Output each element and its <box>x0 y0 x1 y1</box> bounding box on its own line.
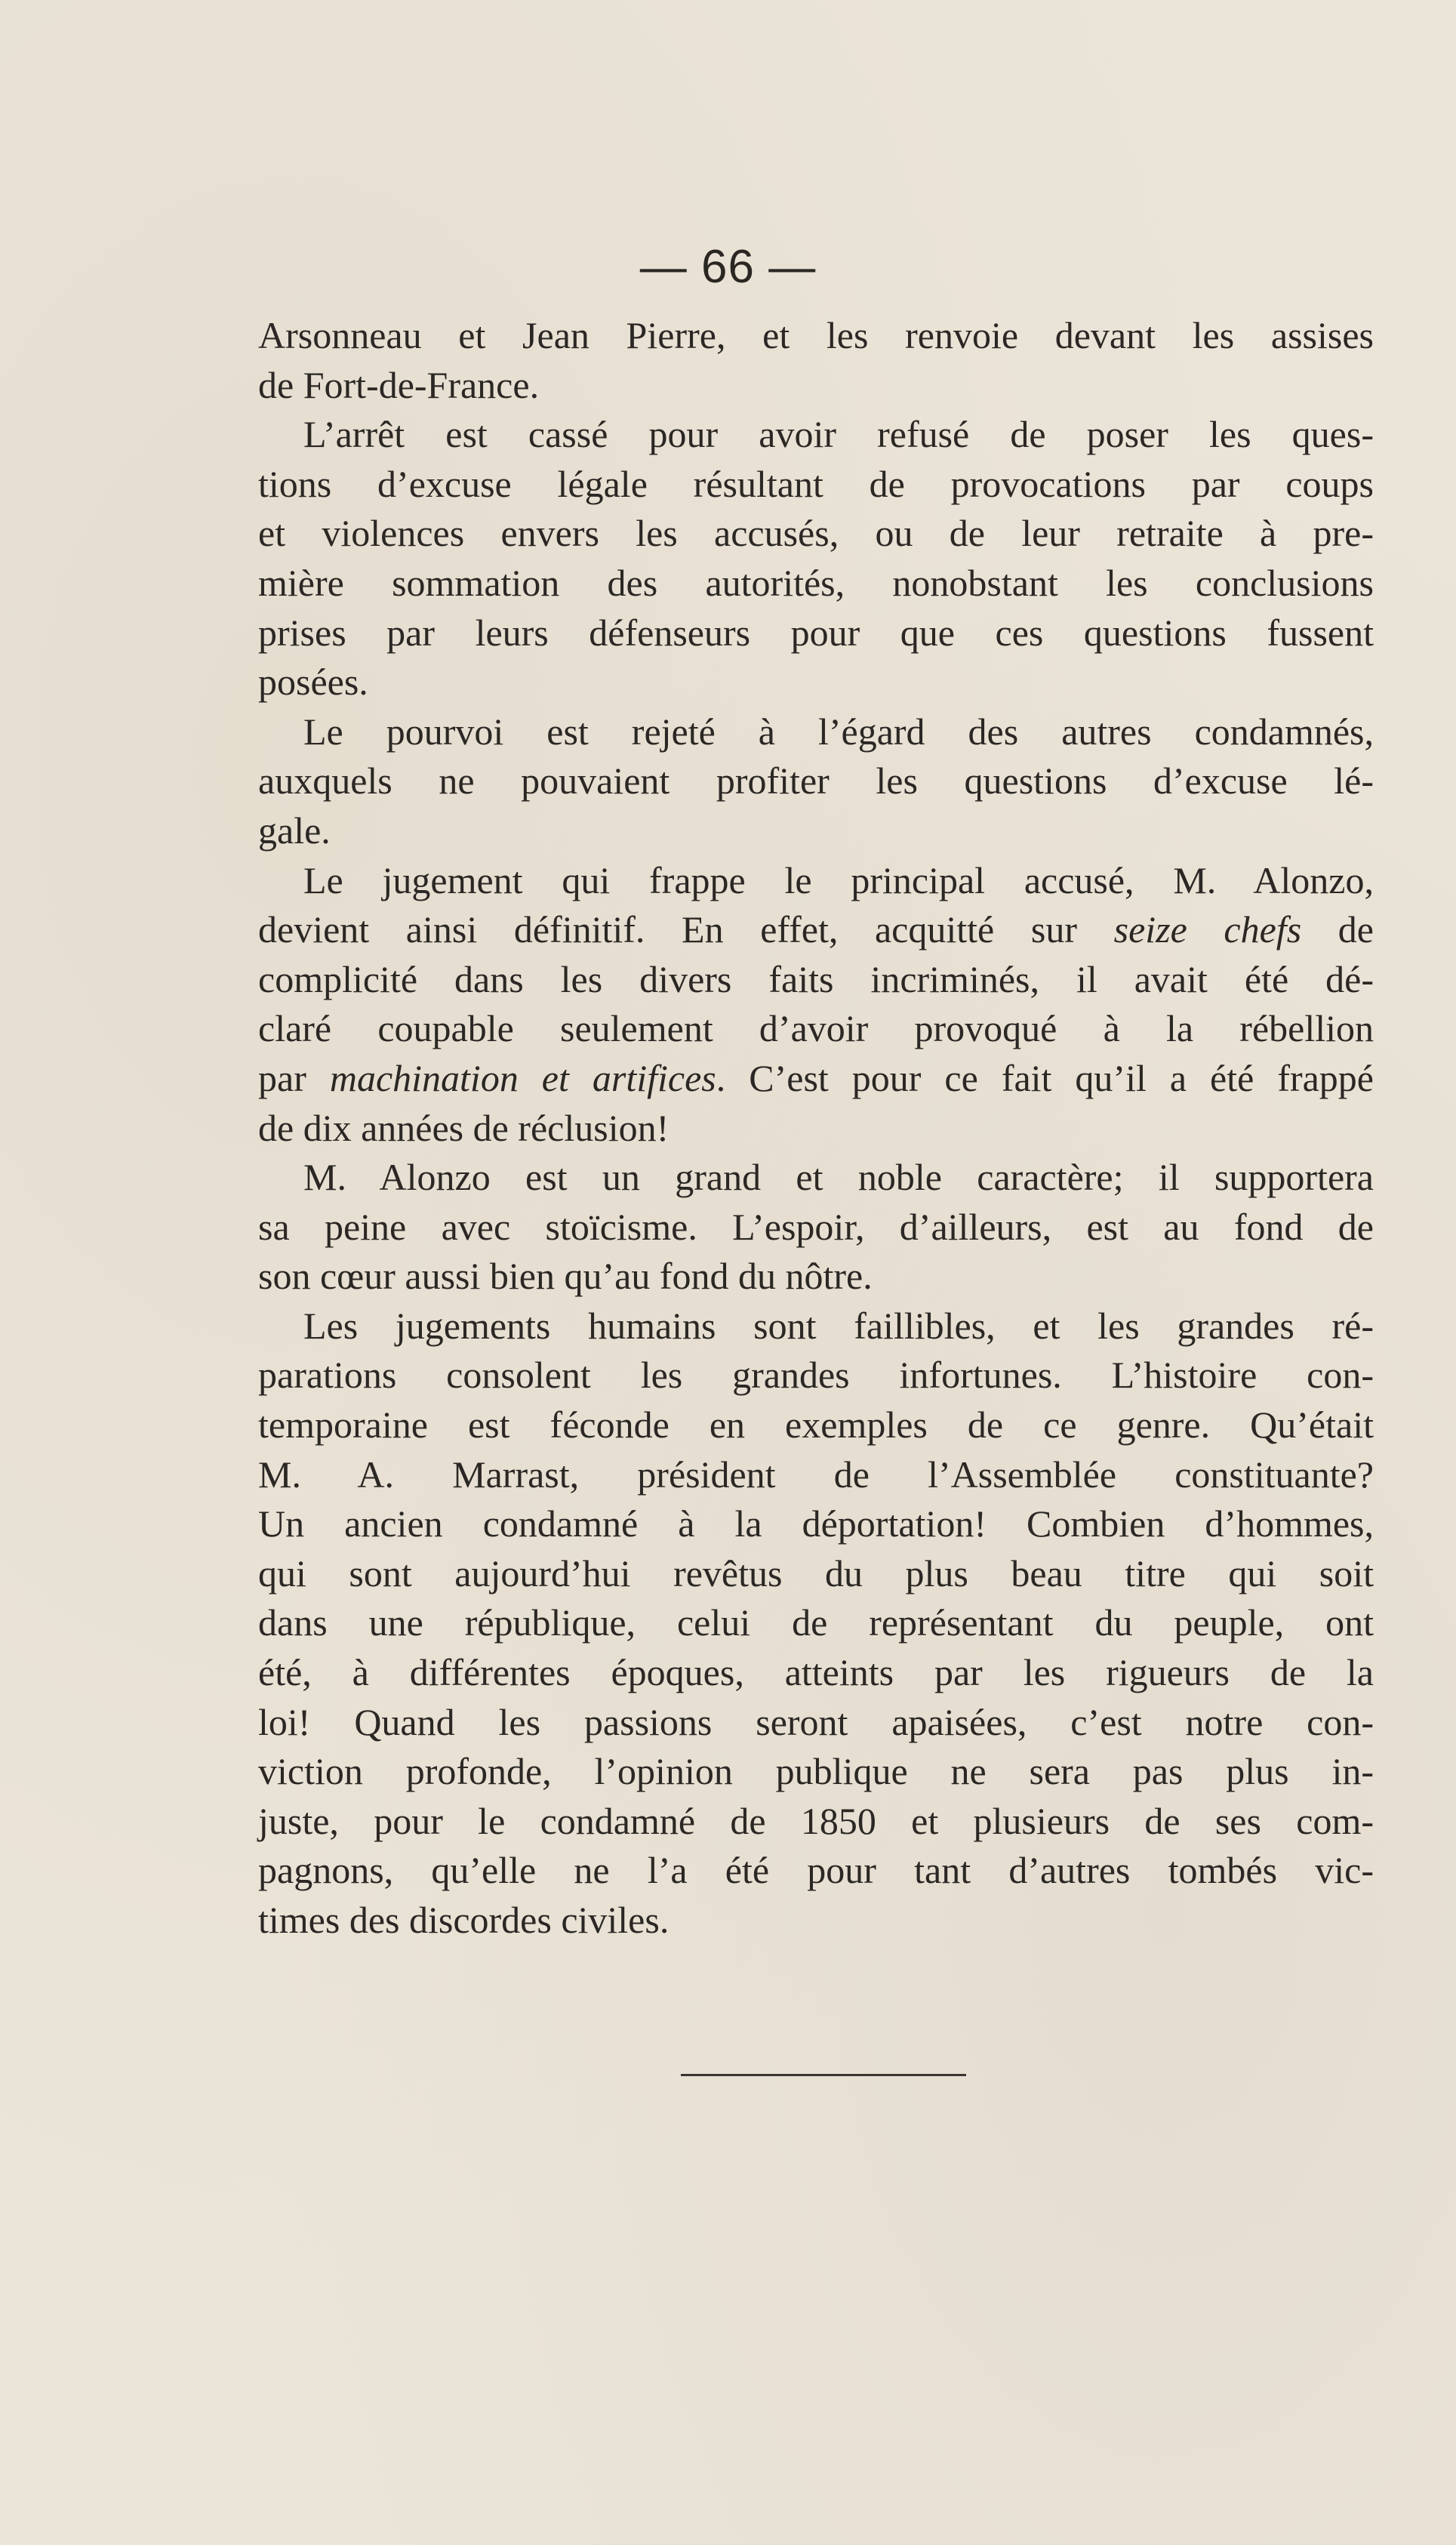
text-line: Un ancien condamné à la déportation! Combien d’hommes, <box>258 1502 1374 1545</box>
text-line: son cœur aussi bien qu’au fond du nôtre. <box>258 1255 873 1298</box>
text-line: juste, pour le condamné de 1850 et plusieurs de ses com- <box>258 1799 1374 1842</box>
text-line: devient ainsi définitif. En effet, acquitté sur seize chefs de <box>258 908 1374 951</box>
end-divider-rule <box>681 2074 966 2076</box>
text-line: parations consolent les grandes infortunes. L’histoire con- <box>258 1354 1374 1397</box>
text-line: sa peine avec stoïcisme. L’espoir, d’ailleurs, est au fond de <box>258 1205 1374 1248</box>
text-line: posées. <box>258 661 368 704</box>
text-line: prises par leurs défenseurs pour que ces questions fussent <box>258 611 1374 654</box>
text-line: gale. <box>258 809 331 852</box>
text-line: mière sommation des autorités, nonobstant les conclusions <box>258 561 1374 604</box>
text-line: dans une république, celui de représentant du peuple, ont <box>258 1601 1374 1644</box>
text-line: Les jugements humains sont faillibles, et les grandes ré- <box>303 1304 1374 1347</box>
text-line: M. A. Marrast, président de l’Assemblée constituante? <box>258 1453 1374 1496</box>
page-number: — 66 — <box>639 241 817 293</box>
text-line: M. Alonzo est un grand et noble caractère; il supportera <box>303 1156 1374 1199</box>
text-line: par machination et artifices. C’est pour ce fait qu’il a été frappé <box>258 1056 1374 1099</box>
text-line: claré coupable seulement d’avoir provoqué à la rébellion <box>258 1007 1374 1050</box>
text-line: auxquels ne pouvaient profiter les questions d’excuse lé- <box>258 759 1374 803</box>
body-text <box>258 311 1374 1946</box>
text-line: pagnons, qu’elle ne l’a été pour tant d’autres tombés vic- <box>258 1849 1374 1892</box>
text-line: été, à différentes époques, atteints par les rigueurs de la <box>258 1651 1374 1694</box>
text-line: de dix années de réclusion! <box>258 1106 670 1149</box>
text-line: loi! Quand les passions seront apaisées, c’est notre con- <box>258 1700 1374 1743</box>
text-line: Le jugement qui frappe le principal accusé, M. Alonzo, <box>303 858 1374 901</box>
text-line: L’arrêt est cassé pour avoir refusé de poser les ques- <box>303 413 1374 456</box>
text-line: Arsonneau et Jean Pierre, et les renvoie devant les assises <box>258 314 1374 356</box>
text-line: tions d’excuse légale résultant de provocations par coups <box>258 462 1374 505</box>
text-line: temporaine est féconde en exemples de ce genre. Qu’était <box>258 1403 1374 1447</box>
text-line: et violences envers les accusés, ou de leur retraite à pre- <box>258 512 1374 555</box>
text-line: Le pourvoi est rejeté à l’égard des autres condamnés, <box>303 710 1374 753</box>
text-line: qui sont aujourd’hui revêtus du plus beau titre qui soit <box>258 1551 1374 1594</box>
text-line: viction profonde, l’opinion publique ne sera pas plus in- <box>258 1750 1374 1793</box>
text-line: complicité dans les divers faits incriminés, il avait été dé- <box>258 957 1374 1000</box>
text-line: de Fort-de-France. <box>258 363 540 406</box>
text-line: times des discordes civiles. <box>258 1899 670 1941</box>
